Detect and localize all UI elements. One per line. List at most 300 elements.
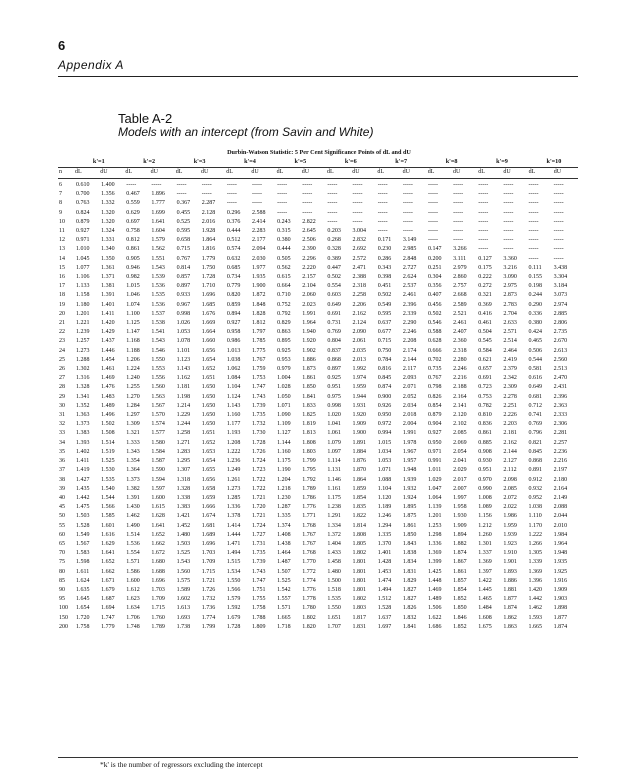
value-cell: 1.731 (251, 540, 266, 547)
value-cell: 1.435 (76, 485, 90, 492)
value-cell: 1.190 (277, 467, 291, 474)
value-cell: 0.155 (528, 274, 543, 281)
value-cell: ----- (377, 218, 388, 225)
row-n-cell: 18 (59, 292, 65, 299)
column-header: dU (352, 169, 360, 175)
column-header: dU (150, 169, 158, 175)
value-cell: 0.998 (327, 402, 341, 409)
value-cell: 0.321 (478, 292, 492, 299)
value-cell: 1.651 (201, 430, 216, 437)
value-cell: 1.566 (226, 586, 241, 593)
value-cell: 2.220 (302, 264, 316, 271)
value-cell: 1.238 (327, 504, 341, 511)
table-row (58, 476, 578, 485)
value-cell: ----- (503, 228, 514, 235)
value-cell: 1.579 (226, 596, 241, 603)
value-cell: ----- (528, 237, 539, 244)
column-header: dL (125, 169, 133, 175)
value-cell: ----- (377, 191, 388, 198)
value-cell: 1.747 (251, 577, 266, 584)
value-cell: 0.998 (176, 310, 191, 317)
value-cell: 0.244 (528, 292, 543, 299)
value-cell: ----- (402, 218, 413, 225)
value-cell: 1.662 (151, 540, 165, 547)
table-row (58, 466, 578, 475)
value-cell: ----- (402, 191, 413, 198)
value-cell: 2.144 (503, 448, 517, 455)
value-cell: 2.461 (402, 292, 417, 299)
value-cell: 1.332 (101, 200, 115, 207)
value-cell: 1.411 (101, 310, 115, 317)
value-cell: 2.030 (251, 255, 266, 262)
value-cell: 1.253 (427, 522, 442, 529)
row-n-cell: 33 (59, 430, 65, 437)
value-cell: 2.848 (402, 255, 417, 262)
value-cell: 1.361 (101, 264, 115, 271)
value-cell: ----- (453, 237, 464, 244)
value-cell: ----- (553, 255, 564, 262)
value-cell: 1.143 (176, 366, 191, 373)
value-cell: 0.897 (176, 283, 191, 290)
value-cell: 1.876 (352, 458, 367, 465)
value-cell: 0.304 (427, 274, 442, 281)
value-cell: 1.877 (553, 614, 568, 621)
value-cell: 1.305 (528, 550, 543, 557)
value-cell: 1.600 (126, 577, 140, 584)
value-cell: 2.704 (503, 310, 517, 317)
value-cell: 1.659 (201, 494, 216, 501)
value-cell: 1.768 (302, 550, 316, 557)
value-cell: 0.900 (377, 393, 392, 400)
value-cell: 1.294 (377, 522, 392, 529)
value-cell: 1.414 (226, 522, 241, 529)
value-cell: 2.572 (352, 255, 367, 262)
value-cell: 1.732 (251, 421, 266, 428)
value-cell: 0.588 (427, 329, 442, 336)
value-cell: 0.286 (377, 255, 392, 262)
value-cell: 1.240 (126, 375, 140, 382)
value-cell: 1.958 (453, 504, 467, 511)
value-cell: 1.602 (176, 596, 191, 603)
value-cell: 1.146 (327, 476, 341, 483)
value-cell: 1.767 (251, 356, 266, 363)
value-cell: 1.101 (176, 347, 191, 354)
value-cell: 1.726 (201, 586, 216, 593)
value-cell: ----- (478, 246, 489, 253)
value-cell: 1.291 (327, 513, 341, 520)
value-cell: 1.100 (126, 310, 140, 317)
value-cell: 1.652 (101, 559, 115, 566)
table-row (58, 190, 578, 199)
value-cell: 1.666 (201, 504, 216, 511)
value-cell: ----- (528, 209, 539, 216)
value-cell: 0.874 (377, 384, 392, 391)
value-cell: ----- (427, 191, 438, 198)
value-cell: 2.464 (503, 347, 517, 354)
value-cell: 1.061 (327, 430, 341, 437)
value-cell: 2.216 (453, 375, 467, 382)
value-cell: ----- (226, 200, 237, 207)
value-cell: 0.912 (528, 476, 543, 483)
value-cell: 2.783 (503, 301, 517, 308)
value-cell: 2.069 (453, 439, 467, 446)
value-cell: 1.589 (176, 586, 191, 593)
row-n-cell: 150 (59, 614, 68, 621)
value-cell: ----- (528, 246, 539, 253)
value-cell: 1.160 (277, 448, 291, 455)
value-cell: 1.795 (302, 467, 316, 474)
value-cell: 2.102 (453, 421, 467, 428)
value-cell: 1.828 (251, 310, 266, 317)
value-cell: 1.180 (76, 301, 90, 308)
value-cell: 0.700 (76, 191, 90, 198)
value-cell: 1.302 (76, 366, 90, 373)
value-cell: 0.398 (377, 274, 392, 281)
value-cell: 2.506 (302, 237, 316, 244)
value-cell: 0.982 (126, 274, 140, 281)
value-cell: 0.952 (528, 494, 543, 501)
table-row (58, 319, 578, 328)
value-cell: 2.860 (453, 274, 467, 281)
value-cell: 0.502 (377, 292, 392, 299)
value-cell: 1.540 (101, 485, 115, 492)
value-cell: 1.645 (76, 596, 90, 603)
value-cell: 1.503 (76, 513, 90, 520)
value-cell: ----- (251, 191, 262, 198)
value-cell: 2.290 (402, 320, 417, 327)
value-cell: 1.401 (101, 301, 115, 308)
table-row (58, 383, 578, 392)
value-cell: 1.507 (277, 568, 291, 575)
value-cell: 1.650 (201, 402, 216, 409)
value-cell: 0.950 (377, 412, 392, 419)
value-cell: 0.243 (277, 218, 291, 225)
value-cell: ----- (427, 228, 438, 235)
value-cell: 0.456 (427, 301, 442, 308)
value-cell: ----- (327, 182, 338, 188)
value-cell: 2.023 (302, 301, 316, 308)
value-cell: 1.373 (76, 421, 90, 428)
value-cell: 1.900 (251, 283, 266, 290)
value-cell: 1.664 (201, 329, 216, 336)
value-cell: 1.246 (377, 513, 392, 520)
value-cell: 1.852 (453, 596, 467, 603)
row-n-cell: 11 (59, 228, 65, 235)
value-cell: 0.505 (277, 255, 291, 262)
value-cell: 1.877 (503, 596, 517, 603)
column-header: dL (478, 169, 485, 175)
value-cell: 1.805 (352, 540, 367, 547)
value-cell: ----- (427, 237, 438, 244)
value-cell: 1.429 (101, 329, 115, 336)
table-row (58, 595, 578, 604)
value-cell: 0.315 (277, 228, 291, 235)
value-cell: ----- (302, 200, 313, 207)
value-cell: 1.371 (101, 274, 115, 281)
value-cell: 2.521 (453, 310, 467, 317)
value-cell: 1.536 (151, 301, 165, 308)
value-cell: 1.726 (251, 448, 266, 455)
value-cell: 0.328 (327, 246, 341, 253)
value-cell: 1.652 (201, 439, 216, 446)
value-cell: 0.549 (377, 301, 392, 308)
value-cell: 1.260 (478, 531, 492, 538)
value-cell: 1.723 (251, 467, 266, 474)
value-cell: ----- (402, 228, 413, 235)
value-cell: 1.422 (478, 577, 492, 584)
value-cell: 2.197 (553, 467, 568, 474)
value-cell: 1.218 (277, 485, 291, 492)
value-cell: 2.052 (402, 393, 417, 400)
value-cell: 1.553 (151, 366, 165, 373)
value-cell: 1.778 (302, 596, 316, 603)
value-cell: 2.470 (553, 375, 568, 382)
value-cell: 1.650 (201, 421, 216, 428)
row-n-cell: 8 (59, 200, 62, 207)
value-cell: 1.854 (352, 494, 367, 501)
value-cell: 1.747 (251, 384, 266, 391)
value-cell: 1.920 (352, 412, 367, 419)
value-cell: 1.013 (226, 347, 241, 354)
value-cell: 2.054 (453, 448, 467, 455)
value-cell: 1.755 (251, 596, 266, 603)
value-cell: 2.727 (402, 264, 417, 271)
value-cell: 1.689 (201, 531, 216, 538)
value-cell: 1.537 (151, 310, 165, 317)
value-cell: 2.588 (251, 209, 266, 216)
value-cell: 1.604 (151, 228, 165, 235)
value-cell: ----- (553, 191, 564, 198)
value-cell: 0.581 (528, 366, 543, 373)
column-header: dL (528, 169, 536, 175)
value-cell: 1.724 (251, 522, 266, 529)
value-cell: ----- (453, 228, 464, 235)
row-n-cell: 80 (59, 568, 65, 575)
value-cell: 0.712 (528, 402, 543, 409)
value-cell: 1.206 (126, 356, 140, 363)
table-row (58, 429, 578, 438)
value-cell: 1.446 (101, 347, 115, 354)
value-cell: 1.369 (528, 568, 543, 575)
value-cell: ----- (352, 209, 363, 216)
value-cell: 1.616 (101, 531, 115, 538)
value-cell: 1.229 (176, 412, 191, 419)
value-cell: 1.809 (251, 623, 266, 630)
value-cell: 1.774 (201, 614, 216, 621)
value-cell: 1.255 (126, 384, 140, 391)
value-cell: 0.554 (327, 283, 341, 290)
value-cell: 0.615 (277, 274, 291, 281)
row-n-cell: 55 (59, 522, 65, 529)
value-cell: 1.258 (176, 430, 191, 437)
value-cell: ----- (503, 246, 514, 253)
value-cell: 1.295 (176, 458, 191, 465)
value-cell: ----- (427, 218, 438, 225)
value-cell: 1.776 (302, 504, 316, 511)
value-cell: 1.722 (251, 485, 266, 492)
value-cell: ----- (453, 182, 464, 188)
value-cell: 2.571 (503, 329, 517, 336)
value-cell: 0.502 (327, 274, 341, 281)
value-cell: 0.779 (226, 283, 241, 290)
table-row (58, 448, 578, 457)
value-cell: 1.168 (126, 338, 140, 345)
value-cell: ----- (553, 200, 564, 207)
value-cell: 1.767 (302, 540, 316, 547)
value-cell: 1.730 (251, 430, 266, 437)
value-cell: 0.610 (76, 182, 90, 188)
value-cell: 1.156 (478, 513, 492, 520)
value-cell: 3.149 (402, 237, 417, 244)
row-n-cell: 25 (59, 356, 65, 363)
value-cell: 1.608 (478, 614, 492, 621)
value-cell: 2.318 (453, 347, 467, 354)
value-cell: 1.266 (528, 540, 543, 547)
value-cell: 1.580 (151, 439, 165, 446)
table-row (58, 347, 578, 356)
value-cell: 2.128 (201, 209, 216, 216)
value-cell: 1.846 (453, 614, 467, 621)
value-cell: 1.515 (226, 559, 241, 566)
value-cell: 3.304 (553, 274, 568, 281)
value-cell: 1.637 (377, 614, 392, 621)
value-cell: 0.767 (427, 375, 442, 382)
value-cell: 0.894 (226, 310, 241, 317)
value-cell: 0.702 (427, 356, 442, 363)
value-cell: 1.699 (151, 209, 165, 216)
value-cell: 1.685 (201, 301, 216, 308)
value-cell: 1.029 (427, 476, 442, 483)
value-cell: 1.535 (151, 292, 165, 299)
value-cell: 1.803 (352, 605, 367, 612)
row-n-cell: 38 (59, 476, 65, 483)
value-cell: 1.759 (251, 366, 266, 373)
value-cell: ----- (528, 200, 539, 207)
value-cell: 1.669 (201, 320, 216, 327)
value-cell: 1.656 (201, 347, 216, 354)
table-end-rule (58, 757, 578, 758)
value-cell: 1.391 (101, 292, 115, 299)
value-cell: 0.251 (427, 264, 442, 271)
value-cell: 1.863 (503, 623, 517, 630)
value-cell: 1.285 (226, 494, 241, 501)
value-cell: ----- (277, 191, 288, 198)
value-cell: 1.373 (126, 476, 140, 483)
value-cell: 2.004 (402, 421, 417, 428)
value-cell: 0.970 (478, 476, 492, 483)
value-cell: 1.339 (528, 559, 543, 566)
value-cell: 2.537 (402, 283, 417, 290)
value-cell: 0.649 (327, 301, 341, 308)
value-cell: 2.668 (453, 292, 467, 299)
column-header: dL (175, 169, 183, 175)
value-cell: 1.724 (251, 458, 266, 465)
table-row (58, 522, 578, 531)
value-cell: 1.857 (453, 577, 467, 584)
value-cell: 1.257 (76, 338, 90, 345)
value-cell: 1.715 (151, 605, 165, 612)
value-cell: 1.629 (101, 540, 115, 547)
value-cell: 1.538 (151, 320, 165, 327)
row-n-cell: 95 (59, 596, 65, 603)
value-cell: 1.676 (201, 310, 216, 317)
value-cell: 1.854 (453, 586, 467, 593)
value-cell: 1.324 (101, 228, 115, 235)
k-header: k'=10 (546, 158, 562, 165)
value-cell: 1.939 (503, 531, 517, 538)
value-cell: 1.986 (503, 513, 517, 520)
value-cell: 1.864 (201, 237, 216, 244)
value-cell: 1.161 (327, 485, 341, 492)
value-cell: 0.824 (76, 209, 90, 216)
value-cell: ----- (453, 200, 464, 207)
value-cell: 1.728 (226, 623, 241, 630)
value-cell: 1.453 (377, 568, 392, 575)
row-n-cell: 24 (59, 347, 65, 354)
value-cell: 1.736 (201, 605, 216, 612)
value-cell: 1.587 (151, 458, 165, 465)
value-cell: ----- (302, 191, 313, 198)
value-cell: ----- (478, 237, 489, 244)
value-cell: 1.930 (453, 513, 467, 520)
value-cell: 1.592 (226, 605, 241, 612)
value-cell: 1.694 (101, 605, 115, 612)
value-cell: 1.089 (478, 504, 492, 511)
value-cell: 2.061 (352, 338, 367, 345)
value-cell: 1.078 (176, 338, 191, 345)
value-cell: 1.727 (251, 531, 266, 538)
value-cell: 1.201 (76, 310, 90, 317)
value-cell: 1.977 (251, 264, 266, 271)
stat-title: Durbin-Watson Statistic: 5 Per Cent Significance Points of dL and dU (227, 149, 411, 156)
value-cell: 1.004 (277, 375, 291, 382)
row-n-cell: 39 (59, 485, 65, 492)
value-cell: 0.951 (478, 467, 492, 474)
value-cell: 1.212 (478, 522, 492, 529)
row-n-cell: 29 (59, 393, 65, 400)
value-cell: 0.715 (176, 246, 191, 253)
value-cell: 2.017 (453, 476, 467, 483)
value-cell: ----- (453, 191, 464, 198)
value-cell: 1.175 (327, 494, 341, 501)
value-cell: ----- (478, 209, 489, 216)
value-cell: 0.994 (377, 430, 392, 437)
value-cell: 0.616 (528, 375, 543, 382)
value-cell: 2.029 (453, 467, 467, 474)
value-cell: 1.718 (277, 623, 291, 630)
table-row (58, 512, 578, 521)
value-cell: 2.180 (553, 476, 568, 483)
value-cell: 1.758 (251, 605, 266, 612)
value-cell: 1.813 (302, 430, 316, 437)
value-cell: 1.034 (377, 448, 392, 455)
value-cell: 1.775 (251, 347, 266, 354)
value-cell: 1.774 (302, 577, 316, 584)
value-cell: 0.810 (478, 412, 492, 419)
value-cell: 0.885 (478, 439, 492, 446)
value-cell: 2.093 (402, 375, 417, 382)
value-cell: 0.637 (377, 320, 392, 327)
value-cell: 2.144 (402, 356, 417, 363)
value-cell: 1.198 (176, 393, 191, 400)
value-cell: 1.354 (126, 458, 140, 465)
value-cell: 1.487 (277, 559, 291, 566)
value-cell: 1.862 (503, 614, 517, 621)
value-cell: 2.149 (553, 494, 568, 501)
value-cell: 1.528 (76, 522, 90, 529)
table-row (58, 255, 578, 264)
value-cell: 1.850 (302, 384, 316, 391)
